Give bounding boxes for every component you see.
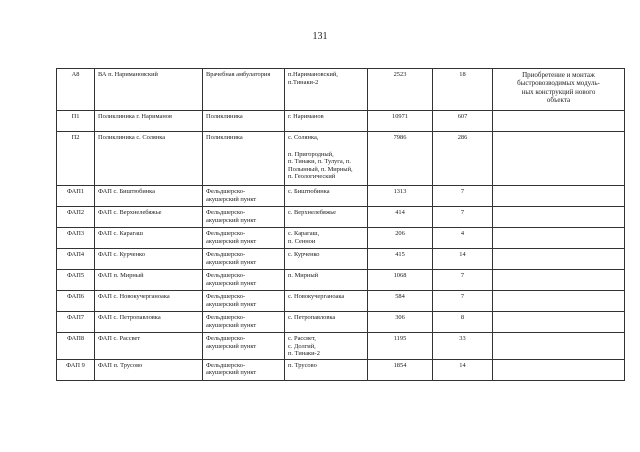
- capacity-value: 607: [457, 113, 468, 120]
- service-area-cell: [285, 249, 368, 270]
- facility-type-cell: [203, 270, 285, 291]
- table-row: [57, 333, 625, 360]
- facility-code-cell: [57, 270, 95, 291]
- service-area-line: п. Тинаки, п. Тулуга, п.: [288, 158, 351, 166]
- facility-code: ФАП1: [66, 188, 85, 195]
- facility-code: ФАП3: [66, 230, 85, 237]
- service-area-line: п.Тинаки-2: [288, 78, 319, 86]
- facility-name: ФАП с. Петропавловка: [98, 314, 161, 321]
- facility-type-cell: [203, 186, 285, 207]
- facility-type-line: акушерский пункт: [206, 279, 257, 287]
- facility-type-line: Фельдшерско-: [206, 293, 246, 300]
- service-area-line: п. Тинаки-2: [288, 350, 320, 358]
- facility-type-line: Фельдшерско-: [206, 188, 246, 195]
- facility-type-line: акушерский пункт: [206, 369, 257, 377]
- facility-name-cell: [95, 111, 203, 132]
- service-area-cell: [285, 69, 368, 111]
- capacity-value: 33: [459, 335, 466, 342]
- facility-code-cell: [57, 291, 95, 312]
- service-area-line: с. Солянка,: [288, 134, 319, 141]
- population-value: 1313: [393, 188, 407, 195]
- capacity-cell: [433, 333, 493, 360]
- service-area-line: с. Верхнелебяжье: [288, 209, 337, 216]
- population-value: 1854: [393, 361, 407, 369]
- service-area-cell: [285, 359, 368, 380]
- note-cell-empty: [493, 291, 625, 312]
- capacity-cell: [433, 69, 493, 111]
- population-cell: [368, 186, 433, 207]
- facility-code-cell: [57, 132, 95, 186]
- facility-code-cell: [57, 312, 95, 333]
- facility-code-cell: [57, 333, 95, 360]
- table-row: [57, 111, 625, 132]
- service-area-line: п. Сеннои: [288, 237, 316, 245]
- table-row: [57, 270, 625, 291]
- facility-name-cell: [95, 359, 203, 380]
- note-line: объекта: [546, 95, 571, 104]
- capacity-value: 14: [459, 251, 466, 258]
- table-row: [57, 291, 625, 312]
- capacity-value: 7: [460, 272, 465, 279]
- facility-type-cell: [203, 69, 285, 111]
- capacity-value: 18: [459, 71, 466, 78]
- facility-code: ФАП6: [66, 293, 85, 300]
- facility-name: ФАП с. Карагаш: [98, 230, 143, 237]
- facility-type-line: Фельдшерско-: [206, 361, 246, 369]
- facility-type-line: акушерский пункт: [206, 258, 257, 266]
- capacity-cell: [433, 359, 493, 380]
- service-area-line: п. Пригородный,: [288, 150, 334, 158]
- facility-type-cell: [203, 111, 285, 132]
- population-cell: [368, 291, 433, 312]
- service-area-line: п. Трусово: [288, 361, 317, 369]
- population-value: 1068: [393, 272, 407, 279]
- population-value: 7986: [393, 134, 407, 141]
- table-row: [57, 207, 625, 228]
- facility-name: ФАП с. Рассвет: [98, 335, 141, 342]
- population-cell: [368, 207, 433, 228]
- population-value: 414: [395, 209, 405, 216]
- capacity-cell: [433, 249, 493, 270]
- note-cell-empty: [493, 207, 625, 228]
- facility-code-cell: [57, 207, 95, 228]
- facility-name-cell: [95, 207, 203, 228]
- service-area-line: п. Геологический: [288, 173, 336, 181]
- population-value: 306: [395, 314, 405, 321]
- facility-type-line: акушерский пункт: [206, 195, 257, 203]
- population-cell: [368, 249, 433, 270]
- population-cell: [368, 228, 433, 249]
- population-cell: [368, 111, 433, 132]
- facility-type-line: Фельдшерско-: [206, 209, 246, 216]
- facility-type-cell: [203, 132, 285, 186]
- population-value: 1195: [393, 335, 407, 342]
- capacity-value: 4: [460, 230, 465, 237]
- facility-name: ФАП с. Верхнелебяжье: [98, 209, 162, 216]
- population-cell: [368, 132, 433, 186]
- note-cell-empty: [493, 111, 625, 132]
- service-area-line: с. Курченко: [288, 251, 320, 258]
- population-cell: [368, 359, 433, 380]
- facility-type-line: акушерский пункт: [206, 342, 257, 350]
- facility-name-cell: [95, 228, 203, 249]
- note-cell-empty: [493, 333, 625, 360]
- facility-name: ФАП п. Трусово: [98, 361, 143, 369]
- facility-code-cell: [57, 186, 95, 207]
- population-value: 10971: [392, 113, 408, 120]
- facility-name-cell: [95, 333, 203, 360]
- note-cell-empty: [493, 132, 625, 186]
- note-cell-empty: [493, 249, 625, 270]
- service-area-line: с. Новокучерганоака: [288, 293, 345, 300]
- facility-name-cell: [95, 270, 203, 291]
- service-area-cell: [285, 270, 368, 291]
- facility-name-cell: [95, 291, 203, 312]
- capacity-cell: [433, 228, 493, 249]
- service-area-line: п.Наримановский,: [288, 71, 338, 78]
- facility-code-cell: [57, 111, 95, 132]
- service-area-cell: [285, 228, 368, 249]
- facility-code: ФАП 9: [66, 361, 85, 369]
- service-area-cell: [285, 207, 368, 228]
- facility-code-cell: [57, 359, 95, 380]
- facility-type-line: акушерский пункт: [206, 321, 257, 329]
- facility-type-cell: [203, 312, 285, 333]
- table-row: [57, 249, 625, 270]
- capacity-value: 286: [457, 134, 468, 141]
- population-cell: [368, 69, 433, 111]
- facility-name: ФАП с. Биштюбинка: [98, 188, 156, 195]
- facility-code: П1: [71, 113, 80, 120]
- facility-name: Поликлиника с. Солянка: [98, 134, 166, 141]
- facility-type-line: Поликлиника: [206, 134, 243, 141]
- capacity-cell: [433, 312, 493, 333]
- service-area-line: с. Рассвет,: [288, 335, 316, 342]
- facility-code: ФАП8: [66, 335, 85, 342]
- table-row: [57, 186, 625, 207]
- facility-code: ФАП4: [66, 251, 85, 258]
- facility-code-cell: [57, 249, 95, 270]
- facility-name: ВА п. Наримановский: [98, 71, 158, 78]
- facility-type-cell: [203, 249, 285, 270]
- population-cell: [368, 333, 433, 360]
- service-area-cell: [285, 333, 368, 360]
- note-cell-empty: [493, 270, 625, 291]
- page-number: 131: [312, 31, 328, 42]
- note-cell-empty: [493, 312, 625, 333]
- facility-type-line: акушерский пункт: [206, 237, 257, 245]
- facility-name-cell: [95, 69, 203, 111]
- population-value: 584: [395, 293, 405, 300]
- note-line: быстровозводимых модуль-: [517, 79, 600, 88]
- facility-type-cell: [203, 207, 285, 228]
- service-area-line: с. Петропавловка: [288, 314, 336, 321]
- capacity-cell: [433, 291, 493, 312]
- service-area-line: с. Долгий,: [288, 342, 316, 350]
- facility-name-cell: [95, 186, 203, 207]
- facility-name: ФАП п. Мирный: [98, 272, 144, 279]
- facility-name: ФАП с. Новокучерганоака: [98, 293, 170, 300]
- table-row: [57, 132, 625, 186]
- facility-type-line: Фельдшерско-: [206, 335, 246, 342]
- population-cell: [368, 270, 433, 291]
- facility-type-line: Врачебная амбулатория: [206, 71, 271, 78]
- population-value: 415: [395, 251, 405, 258]
- table-row: [57, 359, 625, 380]
- population-value: 206: [395, 230, 405, 237]
- capacity-value: 8: [460, 314, 465, 321]
- facility-code: ФАП7: [66, 314, 85, 321]
- facility-type-line: акушерский пункт: [206, 300, 257, 308]
- facility-code-cell: [57, 69, 95, 111]
- facility-code: ФАП5: [66, 272, 85, 279]
- service-area-line: п. Мирный: [288, 272, 319, 279]
- service-area-cell: [285, 132, 368, 186]
- population-value: 2523: [393, 71, 407, 78]
- note-line: Приобретение и монтаж: [522, 71, 595, 79]
- note-cell-empty: [493, 228, 625, 249]
- service-area-cell: [285, 111, 368, 132]
- service-area-cell: [285, 186, 368, 207]
- service-area-line: Полынный, п. Мирный,: [288, 165, 353, 173]
- table-row: [57, 228, 625, 249]
- capacity-cell: [433, 186, 493, 207]
- facility-name-cell: [95, 312, 203, 333]
- capacity-value: 7: [460, 188, 465, 195]
- facility-code: ФАП2: [66, 209, 85, 216]
- table-row: [57, 312, 625, 333]
- note-line: ных конструкций нового: [521, 87, 596, 96]
- facility-type-line: Фельдшерско-: [206, 272, 246, 279]
- facility-type-cell: [203, 228, 285, 249]
- service-area-cell: [285, 291, 368, 312]
- facilities-table: [56, 68, 625, 381]
- facility-code-cell: [57, 228, 95, 249]
- facility-type-line: Фельдшерско-: [206, 251, 246, 258]
- facility-name: Поликлиника г. Нариманов: [98, 113, 172, 120]
- line-gap: [288, 142, 364, 151]
- capacity-value: 7: [460, 209, 465, 216]
- facility-type-line: Фельдшерско-: [206, 230, 246, 237]
- note-cell: [493, 69, 625, 111]
- capacity-cell: [433, 132, 493, 186]
- capacity-value: 7: [460, 293, 465, 300]
- capacity-cell: [433, 207, 493, 228]
- facility-name-cell: [95, 132, 203, 186]
- facility-type-cell: [203, 359, 285, 380]
- service-area-line: с. Карагаш,: [288, 230, 320, 237]
- facility-type-cell: [203, 333, 285, 360]
- note-cell-empty: [493, 359, 625, 380]
- facility-type-cell: [203, 291, 285, 312]
- note-cell-empty: [493, 186, 625, 207]
- facility-type-line: Поликлиника: [206, 113, 243, 120]
- facility-code: А8: [71, 71, 80, 78]
- population-cell: [368, 312, 433, 333]
- service-area-line: с. Биштюбинка: [288, 188, 330, 195]
- capacity-cell: [433, 111, 493, 132]
- service-area-line: г. Нариманов: [288, 113, 324, 120]
- facility-name: ФАП с. Курченко: [98, 251, 145, 258]
- facility-type-line: Фельдшерско-: [206, 314, 246, 321]
- service-area-cell: [285, 312, 368, 333]
- facility-code: П2: [71, 134, 80, 141]
- table-row: [57, 69, 625, 111]
- facility-name-cell: [95, 249, 203, 270]
- facility-type-line: акушерский пункт: [206, 216, 257, 224]
- capacity-cell: [433, 270, 493, 291]
- capacity-value: 14: [459, 361, 466, 369]
